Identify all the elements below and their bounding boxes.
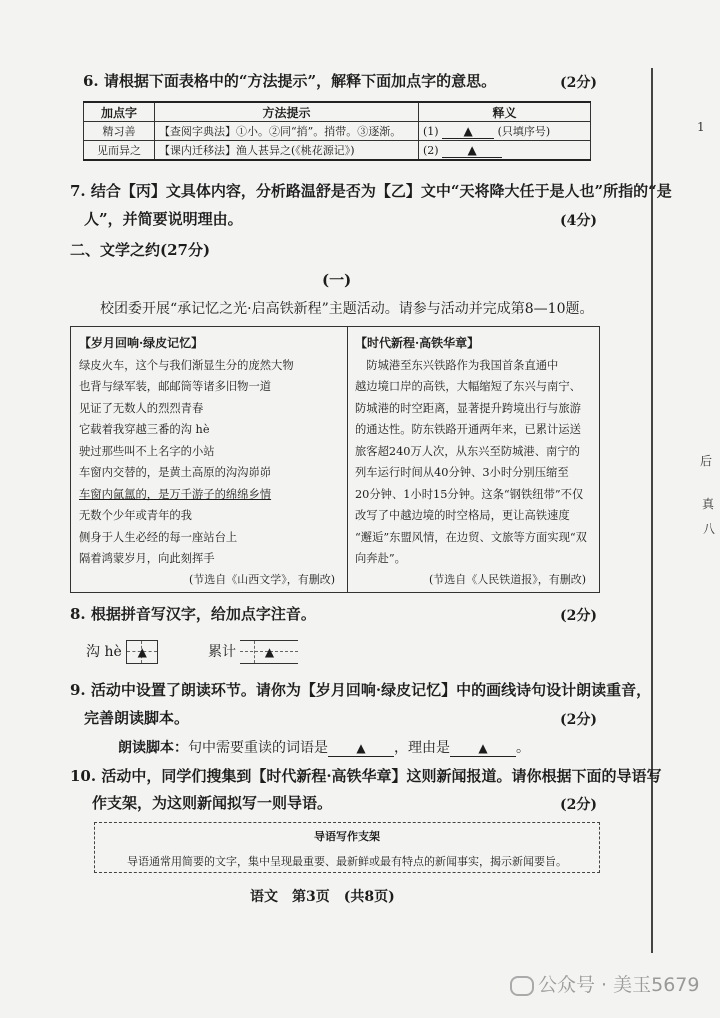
question-9-line1: 9. 活动中设置了朗读环节。请你为【岁月回响·绿皮记忆】中的画线诗句设计朗读重音，	[70, 681, 652, 699]
news-line: 越边境口岸的高铁，大幅缩短了东兴与南宁、	[355, 380, 581, 393]
q8-item-2	[208, 640, 298, 664]
table-cell: 见而异之	[84, 141, 155, 161]
news-line: 旅客超240万人次，从东兴至防城港、南宁的	[355, 444, 580, 458]
answer-note: (只填序号)	[497, 125, 551, 138]
news-line: 的通达性。防东铁路开通两年来，已累计运送	[355, 423, 581, 436]
question-8: 8. 根据拼音写汉字，给加点字注音。	[70, 605, 316, 623]
edge-text-2: 后	[700, 454, 713, 468]
poem-line: 它载着我穿越三番的沟 hè	[79, 423, 210, 436]
poem-line: 见证了无数人的烈烈青春	[79, 401, 204, 415]
script-label: 朗读脚本：	[118, 740, 188, 756]
q8-word: 累计	[208, 644, 236, 660]
triangle-mark: ▲	[356, 741, 366, 755]
page-footer: 语文 第3页 (共8页)	[250, 889, 395, 905]
answer-prefix: (2)	[423, 143, 439, 157]
material-box	[70, 326, 600, 593]
answer-cell[interactable]	[419, 122, 591, 141]
table-header: 方法提示	[155, 102, 419, 122]
poem-line: 绿皮火车，这个与我们渐显生分的庞然大物	[79, 358, 294, 372]
activity-intro: 校团委开展“承记忆之光·启高铁新程”主题活动。请参与活动并完成第8—10题。	[100, 301, 594, 317]
poem-line: 无数个少年或青年的我	[79, 509, 192, 522]
answer-box-pinyin[interactable]	[240, 640, 298, 664]
question-7-points: (4分)	[560, 213, 597, 229]
question-9-points: (2分)	[560, 712, 597, 728]
answer-cell[interactable]	[419, 141, 591, 161]
answer-box-hanzi[interactable]	[126, 640, 158, 664]
table-header: 释义	[419, 102, 591, 122]
news-line: 改写了中越边境的时空格局，更让高铁速度	[355, 509, 570, 522]
answer-blank[interactable]	[442, 143, 502, 158]
news-line: 防城港至东兴铁路作为我国首条直通中	[355, 358, 559, 372]
table-row	[84, 141, 591, 161]
poem-header: 【岁月回响·绿皮记忆】	[79, 336, 204, 350]
subsection-title: (一)	[322, 271, 352, 289]
script-text: 句中需要重读的词语是	[188, 740, 328, 756]
news-source: (节选自《人民铁道报》，有删改)	[429, 573, 587, 586]
question-6: 6. 请根据下面表格中的“方法提示”，解释下面加点字的意思。	[83, 72, 497, 90]
news-line: 20分钟、1小时15分钟。这条“钢铁纽带”不仅	[355, 487, 584, 501]
section-title: 二、文学之约(27分)	[70, 241, 211, 259]
guide-body: 导语通常用简要的文字，集中呈现最重要、最新鲜或最有特点的新闻事实，揭示新闻要旨。	[127, 855, 567, 868]
wechat-icon	[510, 976, 534, 996]
answer-blank[interactable]	[328, 740, 394, 757]
answer-blank[interactable]	[442, 124, 494, 139]
edge-text-4: 八	[703, 522, 716, 536]
table-cell: 精习善	[84, 122, 155, 141]
news-column	[355, 333, 595, 570]
answer-prefix: (1)	[423, 125, 439, 138]
news-header: 【时代新程·高铁华章】	[355, 336, 480, 350]
question-10-line1: 10. 活动中，同学们搜集到【时代新程·高铁华章】这则新闻报道。请你根据下面的导语写	[70, 767, 662, 785]
q8-item-1	[86, 640, 158, 664]
poem-source: (节选自《山西文学》，有删改)	[189, 573, 336, 586]
watermark-text: 公众号 · 美玉5679	[538, 974, 700, 996]
triangle-mark: ▲	[264, 645, 275, 659]
news-line: 防城港的时空距离，显著提升跨境出行与旅游	[355, 401, 581, 415]
question-9-line2: 完善朗读脚本。	[84, 709, 190, 727]
question-6-points: (2分)	[560, 75, 597, 91]
question-7-line1: 7. 结合【丙】文具体内容，分析路温舒是否为【乙】文中“天将降大任于是人也”所指的“是	[70, 182, 672, 200]
table-header: 加点字	[84, 102, 155, 122]
news-line: 向奔赴”。	[355, 552, 406, 565]
question-7-line2: 人”，并简要说明理由。	[84, 210, 243, 228]
question-10-points: (2分)	[560, 797, 597, 813]
poem-line: 侧身于人生必经的每一座站台上	[79, 530, 238, 544]
q8-pinyin: 沟 hè	[86, 644, 122, 660]
edge-text-1: 1	[697, 120, 705, 134]
table-cell: 【课内迁移法】渔人甚异之(《桃花源记》)	[155, 141, 419, 161]
poem-line: 也背与绿军装，邮邮筒等诸多旧物一道	[79, 380, 272, 393]
triangle-mark: ▲	[463, 124, 473, 138]
triangle-mark: ▲	[478, 741, 488, 755]
poem-underlined-line: 车窗内氤氲的，是万千游子的绵绵乡情	[79, 487, 272, 501]
edge-text-3: 真	[702, 497, 715, 511]
table-row	[84, 122, 591, 141]
poem-column	[79, 333, 341, 570]
news-line: 列车运行时间从40分钟、3小时分别压缩至	[355, 466, 569, 479]
script-text: ，理由是	[394, 740, 450, 756]
poem-line: 隔着鸿蒙岁月，向此刻挥手	[79, 552, 215, 565]
triangle-mark: ▲	[137, 645, 147, 659]
question-10-line2: 作支架，为这则新闻拟写一则导语。	[92, 794, 333, 812]
watermark	[510, 970, 699, 997]
box-divider	[347, 327, 348, 592]
triangle-mark: ▲	[467, 142, 477, 157]
news-line: “邂逅”东盟风情，在边贸、文旅等方面实现“双	[355, 530, 587, 544]
method-table	[83, 101, 591, 161]
table-cell: 【查阅字典法】①小。②同“捎”。捎带。③逐渐。	[155, 122, 419, 141]
answer-blank[interactable]	[450, 740, 516, 757]
question-8-points: (2分)	[560, 608, 597, 624]
writing-guide-box	[94, 822, 600, 873]
poem-line: 车窗内交替的，是黄土高原的沟沟峁峁	[79, 466, 272, 479]
guide-title: 导语写作支架	[314, 830, 380, 843]
poem-line: 驶过那些叫不上名字的小站	[79, 444, 215, 458]
reading-script: 朗读脚本：句中需要重读的词语是 ▲ ，理由是 ▲ 。	[118, 740, 530, 756]
